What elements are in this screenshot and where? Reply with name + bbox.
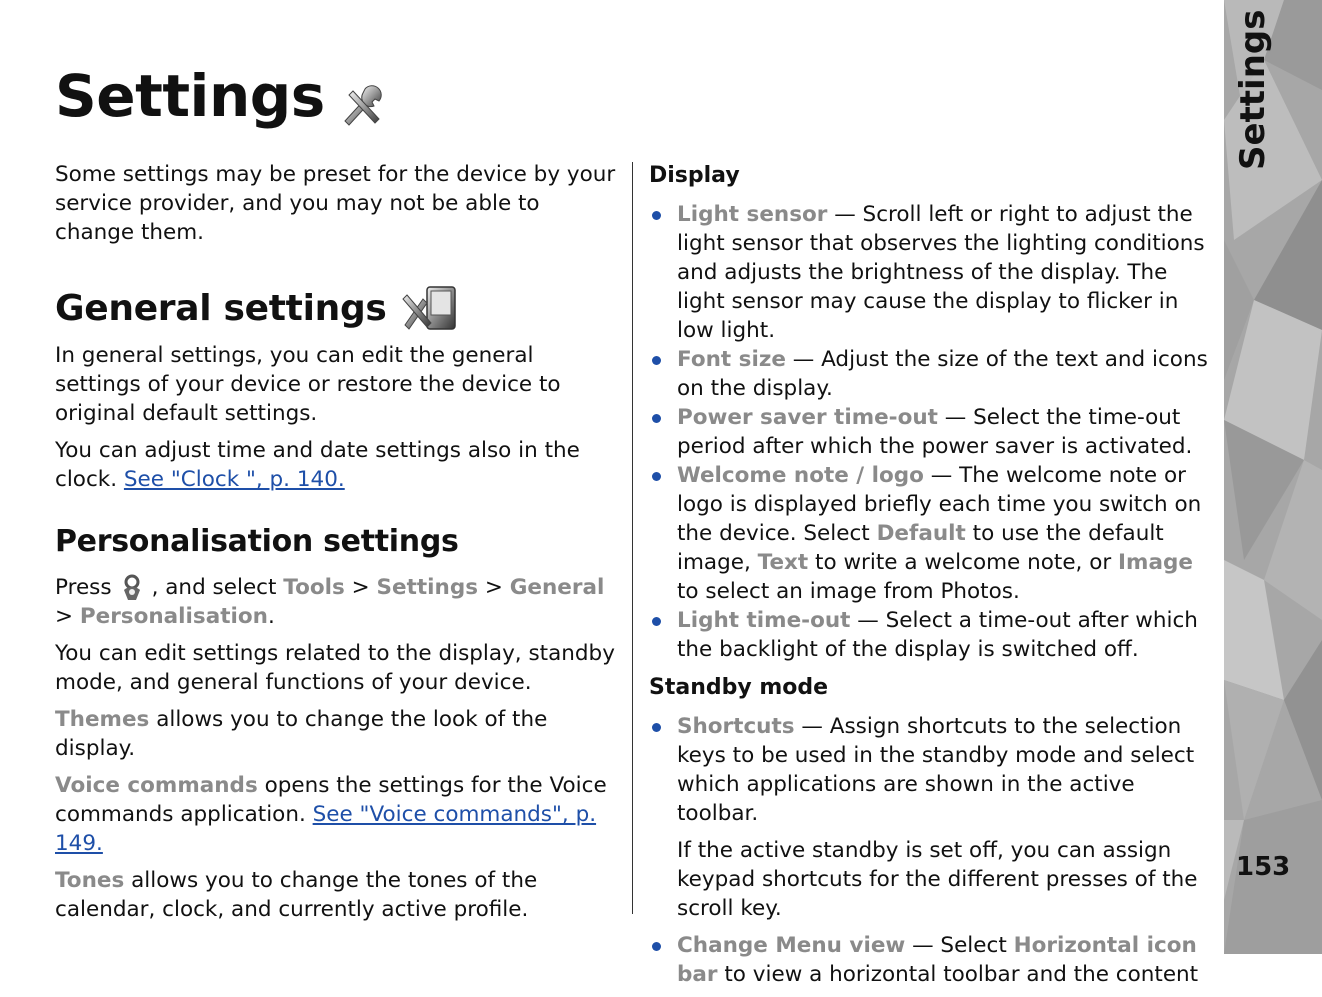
shortcuts-term: Shortcuts — [677, 714, 795, 739]
option-default: Default — [876, 521, 966, 546]
page-title — [55, 62, 385, 130]
intro-paragraph: Some settings may be preset for the device by your service provider, and you may not be able to change them. — [55, 162, 616, 245]
themes-term: Themes — [55, 707, 150, 732]
list-item — [649, 606, 1211, 664]
display-heading: Display — [649, 163, 740, 188]
path-general: General — [509, 575, 605, 600]
standby-heading: Standby mode — [649, 675, 829, 700]
clock-link[interactable]: See "Clock ", p. 140. — [123, 467, 345, 492]
voice-term: Voice commands — [55, 773, 258, 798]
welcome-note-text: — The welcome note or logo is displayed briefly each time you switch on the device. Select — [677, 463, 1202, 546]
welcome-note-term: Welcome note / logo — [677, 463, 924, 488]
option-image: Image — [1118, 550, 1193, 575]
right-column — [649, 160, 1211, 997]
path-tools: Tools — [283, 575, 345, 600]
list-item — [649, 403, 1211, 461]
general-settings-heading-text: General settings — [55, 287, 387, 329]
chapter-label: Settings — [1233, 9, 1273, 170]
tones-text: allows you to change the tones of the calendar, clock, and currently active profile. — [55, 868, 538, 922]
path-separator: > — [351, 575, 370, 600]
shortcuts-note: If the active standby is set off, you can assign keypad shortcuts for the different presses of the scroll key. — [677, 838, 1198, 921]
wrench-icon — [339, 73, 385, 119]
standby-list — [649, 712, 1211, 828]
path-separator: > — [55, 604, 74, 629]
and-select-text: , and select — [151, 575, 277, 600]
edit-paragraph: You can edit settings related to the display, standby mode, and general functions of your device. — [55, 641, 615, 695]
option-text: Text — [757, 550, 809, 575]
font-size-text: — Adjust the size of the text and icons on the display. — [677, 347, 1208, 401]
general-paragraph-2-text: You can adjust time and date settings also in the clock. — [55, 438, 580, 492]
voice-commands-link[interactable]: See "Voice commands", p. 149. — [55, 802, 597, 856]
themes-paragraph — [55, 705, 621, 763]
general-settings-icon — [401, 285, 459, 331]
change-menu-view-term: Change Menu view — [677, 933, 906, 958]
tones-term: Tones — [55, 868, 125, 893]
light-timeout-text: — Select a time-out after which the backlight of the display is switched off. — [677, 608, 1198, 662]
light-sensor-text: — Scroll left or right to adjust the light sensor that observes the lighting conditions and adjusts the brightness of the display. The light sensor may cause the display to flicker in low light. — [677, 202, 1205, 343]
light-timeout-term: Light time-out — [677, 608, 851, 633]
welcome-note-text-4: to select an image from Photos. — [677, 579, 1020, 604]
themes-text: allows you to change the look of the display. — [55, 707, 548, 761]
shortcuts-text: — Assign shortcuts to the selection keys to be used in the standby mode and select which applications are shown in the active toolbar. — [677, 714, 1195, 826]
change-menu-view-text: — Select — [905, 933, 1014, 958]
path-separator: > — [484, 575, 503, 600]
voice-text: opens the settings for the Voice commands application. — [55, 773, 607, 827]
personalisation-heading: Personalisation settings — [55, 524, 459, 559]
light-sensor-term: Light sensor — [677, 202, 828, 227]
option-horizontal-icon-bar: Horizontal icon bar — [677, 933, 1197, 987]
display-list — [649, 200, 1211, 664]
page-number: 153 — [1236, 852, 1291, 882]
path-settings: Settings — [376, 575, 479, 600]
power-saver-term: Power saver time-out — [677, 405, 938, 430]
list-item — [649, 712, 1211, 828]
general-paragraph-2 — [55, 436, 621, 494]
general-paragraph-1: In general settings, you can edit the general settings of your device or restore the device to original default settings. — [55, 343, 561, 426]
change-menu-view-text-2: to view a horizontal toolbar and the content — [717, 962, 1199, 987]
left-column — [55, 160, 621, 932]
period: . — [267, 604, 275, 629]
press-text: Press — [55, 575, 112, 600]
column-divider — [632, 162, 633, 914]
menu-key-icon — [118, 574, 146, 602]
power-saver-text: — Select the time-out period after which the power saver is activated. — [677, 405, 1193, 459]
voice-paragraph — [55, 771, 621, 858]
general-settings-heading — [55, 285, 621, 331]
font-size-term: Font size — [677, 347, 786, 372]
list-item — [649, 200, 1211, 345]
list-item — [649, 931, 1211, 989]
welcome-note-text-3: to write a welcome note, or — [808, 550, 1119, 575]
press-paragraph — [55, 573, 621, 631]
standby-list-2 — [649, 931, 1211, 989]
welcome-note-text-2: to use the default image, — [677, 521, 1164, 575]
list-item — [649, 345, 1211, 403]
page-title-text: Settings — [55, 62, 325, 130]
tones-paragraph — [55, 866, 621, 924]
path-personalisation: Personalisation — [79, 604, 268, 629]
list-item — [649, 461, 1211, 606]
